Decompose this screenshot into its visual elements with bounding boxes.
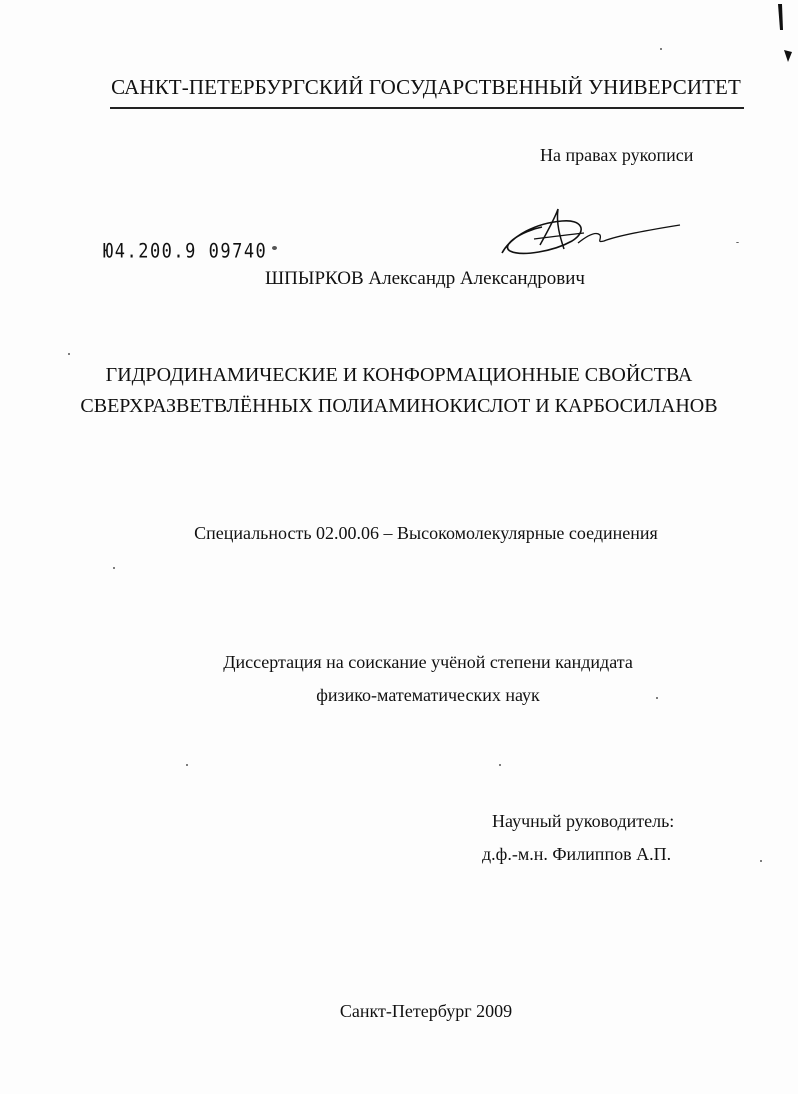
specialty: Специальность 02.00.06 – Высокомолекулярные соединения <box>194 523 658 543</box>
scan-speck <box>760 860 762 862</box>
supervisor-name: д.ф.-м.н. Филиппов А.П. <box>482 844 672 864</box>
catalog-code: Ю4.200.9 09740 <box>103 240 268 263</box>
scan-mark-icon <box>770 0 798 75</box>
scan-speck <box>656 697 658 699</box>
ink-speck <box>272 246 277 250</box>
scan-speck <box>660 48 662 50</box>
title-line-1: ГИДРОДИНАМИЧЕСКИЕ И КОНФОРМАЦИОННЫЕ СВОЙСТВА <box>105 364 693 386</box>
dissertation-line-1: Диссертация на соискание учёной степени кандидата <box>223 652 633 672</box>
manuscript-note: На правах рукописи <box>540 145 694 165</box>
author-name: ШПЫРКОВ Александр Александрович <box>265 268 585 289</box>
scan-speck <box>68 353 70 355</box>
supervisor-label: Научный руководитель: <box>492 811 675 831</box>
city-year: Санкт-Петербург 2009 <box>339 1001 513 1021</box>
scan-speck <box>186 764 188 766</box>
header-divider <box>110 107 744 109</box>
scan-speck <box>736 242 739 243</box>
title-line-2: СВЕРХРАЗВЕТВЛЁННЫХ ПОЛИАМИНОКИСЛОТ И КАРБОСИЛАНОВ <box>80 395 718 417</box>
university-name: САНКТ-ПЕТЕРБУРГСКИЙ ГОСУДАРСТВЕННЫЙ УНИВЕРСИТЕТ <box>111 75 741 99</box>
scan-speck <box>499 764 501 766</box>
scan-speck <box>113 567 115 569</box>
signature-icon <box>492 205 692 270</box>
dissertation-line-2: физико-математических наук <box>316 685 540 705</box>
